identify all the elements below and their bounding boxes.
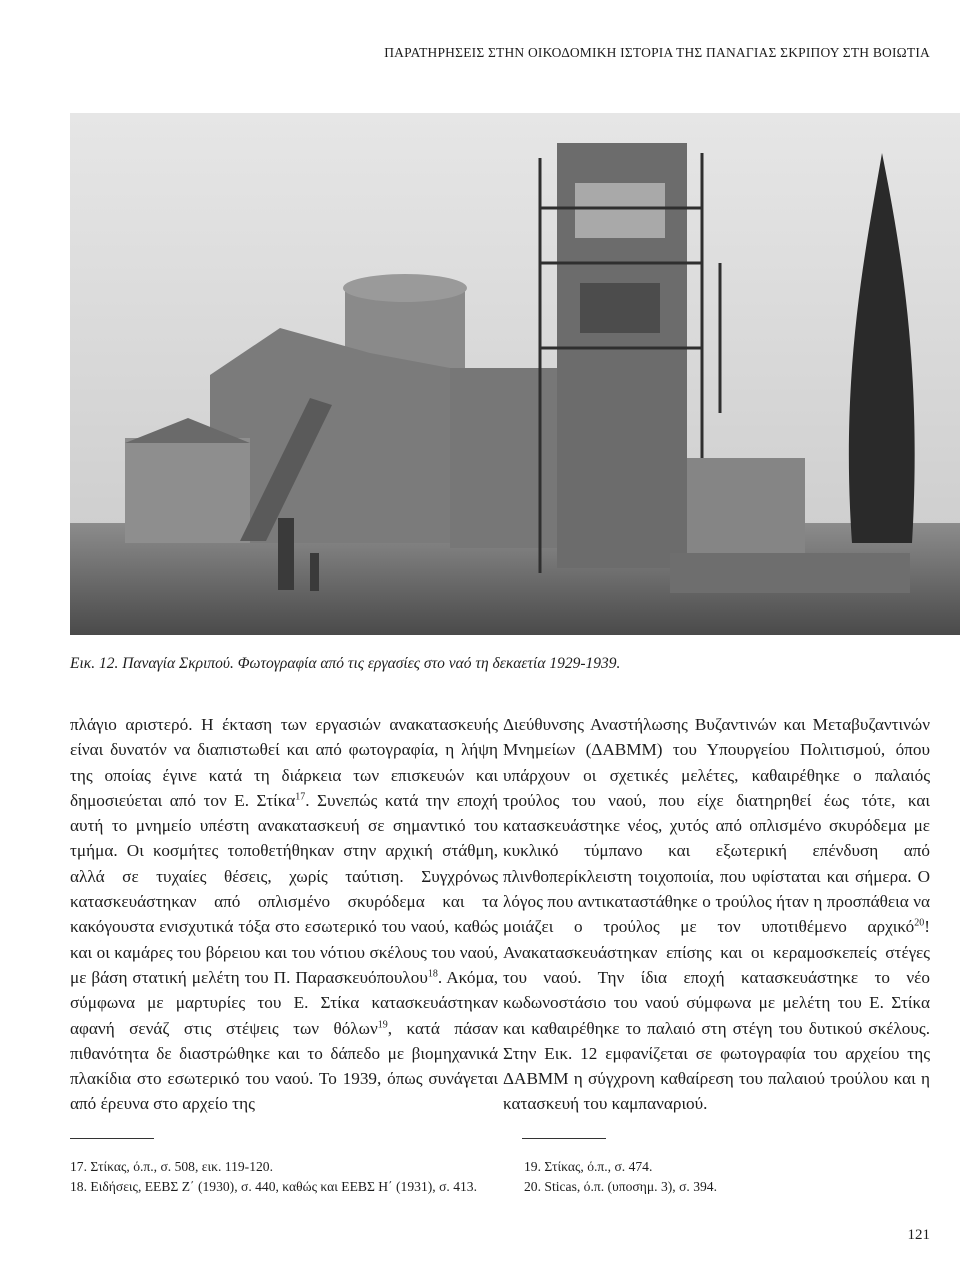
body-text: πλάγιο αριστερό. Η έκταση των εργασιών ανακατασκευής είναι δυνατόν να διαπιστωθεί και από φωτογραφία, η λήψη της οποίας έγινε κατά τη διάρκεια των επισκευών και δημοσιεύεται από τον Ε. Στίκα [70, 715, 498, 810]
body-column-left [70, 712, 498, 1117]
footnote: 20. Sticas, ό.π. (υποσημ. 3), σ. 394. [524, 1178, 717, 1194]
body-paragraph [70, 712, 498, 1117]
figure-photo [70, 113, 960, 635]
body-text: . Συνεπώς κατά την εποχή αυτή το μνημείο υπέστη ανακατασκευή σε σημαντικό του τμήμα. Οι κοσμήτες τοποθετήθηκαν στην αρχική στάθμη, αλλά σε τυχαίες θέσεις, χωρίς ταύτιση. Συγχρόνως κατασκευάστηκαν από οπλισμένο σκυρόδεμα και τα κακόγουστα ενισχυτικά τόξα στο εσωτερικό του ναού, καθώς και οι καμάρες του βόρειου και του νότιου σκέλους του ναού, με βάση στατική μελέτη του Π. Παρασκευόπουλου [70, 790, 498, 987]
body-text: ! Ανακατασκευάστηκαν επίσης και οι κεραμοσκεπείς στέγες του ναού. Την ίδια εποχή κατασκευάστηκε το νέο κωδωνοστάσιο του ναού σύμφωνα με μελέτη του Ε. Στίκα και καθαιρέθηκε το παλαιό στη στέγη του δυτικού σκέλους. Στην Εικ. 12 εμφανίζεται σε φωτογραφία του αρχείου της ΔΑΒΜΜ η σύγχρονη καθαίρεση του παλαιού τρούλου και η κατασκευή του καμπαναριού. [503, 917, 930, 1114]
footnote-rule [522, 1138, 606, 1139]
body-column-right [503, 712, 930, 1117]
footnote-rule [70, 1138, 154, 1139]
body-paragraph [503, 712, 930, 1117]
footnote: 19. Στίκας, ό.π., σ. 474. [524, 1159, 653, 1174]
footnote-ref: 19 [377, 1018, 388, 1030]
body-text: , κατά πάσαν πιθανότητα δε διαστρώθηκε και το δάπεδο με βιομηχανικά πλακίδια στο εσωτερικό του ναού. Το 1939, όπως συνάγεται από έρευνα στο αρχείο της [70, 1018, 498, 1114]
figure-caption: Εικ. 12. Παναγία Σκριπού. Φωτογραφία από τις εργασίες στο ναό τη δεκαετία 1929-1939. [70, 655, 621, 672]
page-number: 121 [907, 1227, 930, 1243]
footnote: 18. Ειδήσεις, ΕΕΒΣ Ζ΄ (1930), σ. 440, καθώς και ΕΕΒΣ Η΄ (1931), σ. 413. [70, 1178, 477, 1194]
church-photo-image [70, 113, 960, 635]
footnote: 17. Στίκας, ό.π., σ. 508, εικ. 119-120. [70, 1159, 273, 1174]
body-text: Διεύθυνσης Αναστήλωσης Βυζαντινών και Μεταβυζαντινών Μνημείων (ΔΑΒΜΜ) του Υπουργείου Πολιτισμού, όπου υπάρχουν οι σχετικές μελέτες, καθαιρέθηκε ο παλαιός τρούλος του ναού, που είχε διατηρηθεί έως τότε, και κατασκευάστηκε νέος, χυτός από οπλισμένο σκυρόδεμα με κυκλικό τύμπανο και εξωτερική επένδυση από πλινθοπερίκλειστη τοιχοποιία, που υφίσταται και σήμερα. Ο λόγος που αντικαταστάθηκε ο τρούλος ήταν η προσπάθεια να μοιάζει ο τρούλος με τον υποτιθέμενο αρχικό [503, 715, 930, 937]
footnotes-right [524, 1157, 924, 1196]
footnote-ref: 17 [295, 791, 306, 803]
footnote-ref: 20 [914, 917, 925, 929]
footnotes-left [70, 1157, 490, 1196]
running-head: ΠΑΡΑΤΗΡΗΣΕΙΣ ΣΤΗΝ ΟΙΚΟΔΟΜΙΚΗ ΙΣΤΟΡΙΑ ΤΗΣ ΠΑΝΑΓΙΑΣ ΣΚΡΙΠΟΥ ΣΤΗ ΒΟΙΩΤΙΑ [384, 45, 930, 60]
body-text: . Ακόμα, σύμφωνα με μαρτυρίες του Ε. Στίκα κατασκευάστηκαν αφανή σενάζ στις στέψεις των θόλων [70, 967, 498, 1038]
footnote-ref: 18 [427, 968, 438, 980]
